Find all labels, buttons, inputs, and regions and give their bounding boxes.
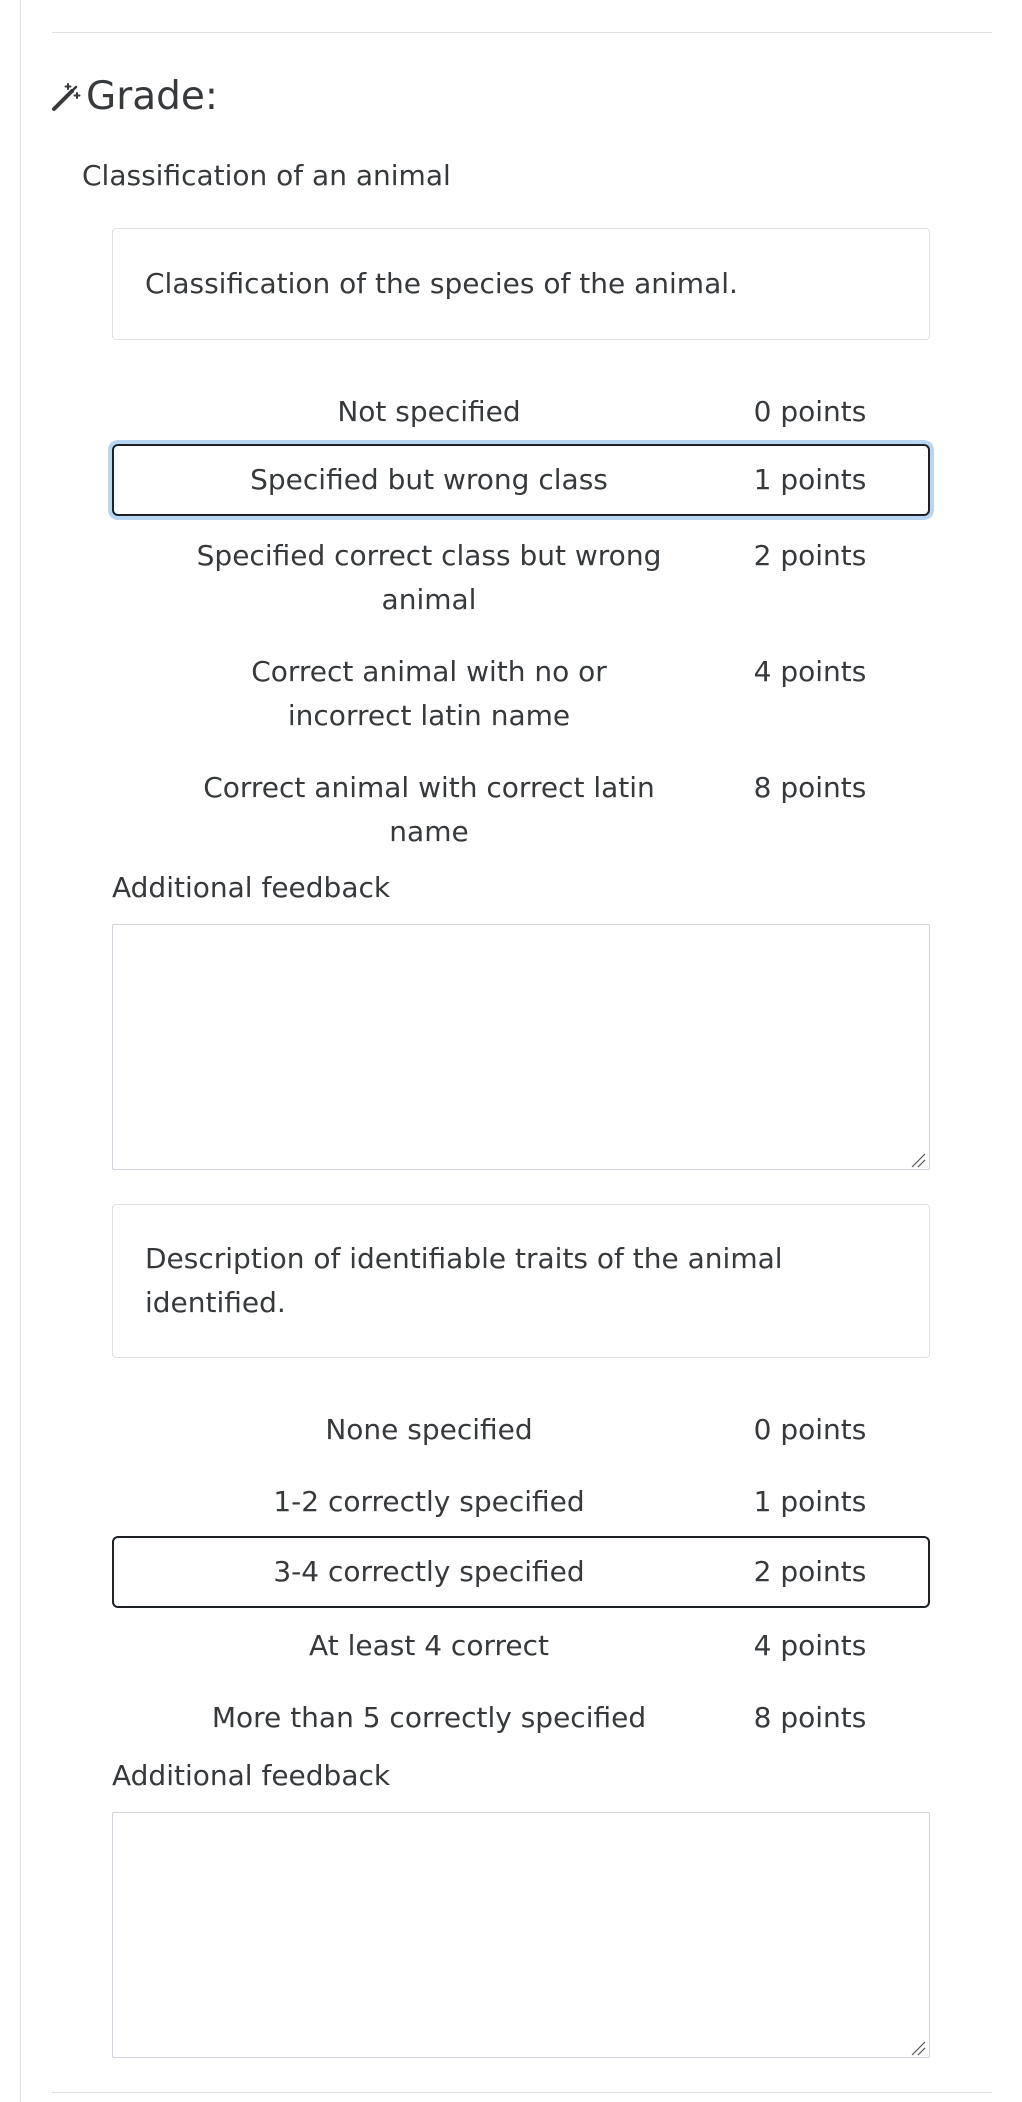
level-score: 2 points — [753, 1555, 867, 1588]
level-definition: Specified correct class but wrong animal — [196, 539, 662, 616]
level-score: 0 points — [753, 1413, 867, 1446]
bottom-divider — [52, 2092, 992, 2093]
criterion-description: Description of identifiable traits of the animal identified. — [112, 1204, 930, 1358]
criterion-description: Classification of the species of the animal. — [112, 228, 930, 340]
feedback-textarea[interactable] — [112, 924, 930, 1170]
level-definition: 3-4 correctly specified — [273, 1555, 585, 1588]
rubric-level[interactable] — [112, 1694, 930, 1742]
level-definition: More than 5 correctly specified — [211, 1701, 647, 1734]
resize-handle-icon[interactable] — [910, 1152, 926, 1168]
rubric-level[interactable] — [112, 388, 930, 436]
rubric-level[interactable] — [112, 1406, 930, 1454]
rubric-level[interactable] — [112, 532, 930, 624]
level-score: 4 points — [753, 655, 867, 688]
level-definition: At least 4 correct — [309, 1629, 549, 1662]
resize-handle-icon[interactable] — [910, 2040, 926, 2056]
feedback-label: Additional feedback — [112, 871, 391, 904]
level-definition: Correct animal with correct latin name — [203, 771, 655, 848]
left-divider — [20, 0, 21, 2102]
level-score: 1 points — [753, 463, 867, 496]
level-definition: Correct animal with no or incorrect latin name — [251, 655, 607, 732]
rubric-level[interactable] — [112, 1478, 930, 1526]
level-score: 4 points — [753, 1629, 867, 1662]
rubric-level-selected[interactable] — [112, 1536, 930, 1608]
grade-heading — [50, 68, 218, 124]
top-divider — [52, 32, 992, 33]
rubric-name: Classification of an animal — [82, 159, 451, 192]
rubric-level[interactable] — [112, 1622, 930, 1670]
grade-heading-text: Grade: — [86, 73, 219, 119]
wand-icon — [50, 80, 82, 112]
level-score: 8 points — [753, 1701, 867, 1734]
level-definition: Specified but wrong class — [250, 463, 608, 496]
level-definition: None specified — [325, 1413, 533, 1446]
level-score: 8 points — [753, 771, 867, 804]
level-definition: 1-2 correctly specified — [273, 1485, 585, 1518]
rubric-level[interactable] — [112, 648, 930, 740]
feedback-textarea[interactable] — [112, 1812, 930, 2058]
level-definition: Not specified — [337, 395, 521, 428]
rubric-level[interactable] — [112, 764, 930, 856]
level-score: 1 points — [753, 1485, 867, 1518]
feedback-label: Additional feedback — [112, 1759, 391, 1792]
rubric-level-selected[interactable] — [112, 444, 930, 516]
level-score: 2 points — [753, 539, 867, 572]
level-score: 0 points — [753, 395, 867, 428]
